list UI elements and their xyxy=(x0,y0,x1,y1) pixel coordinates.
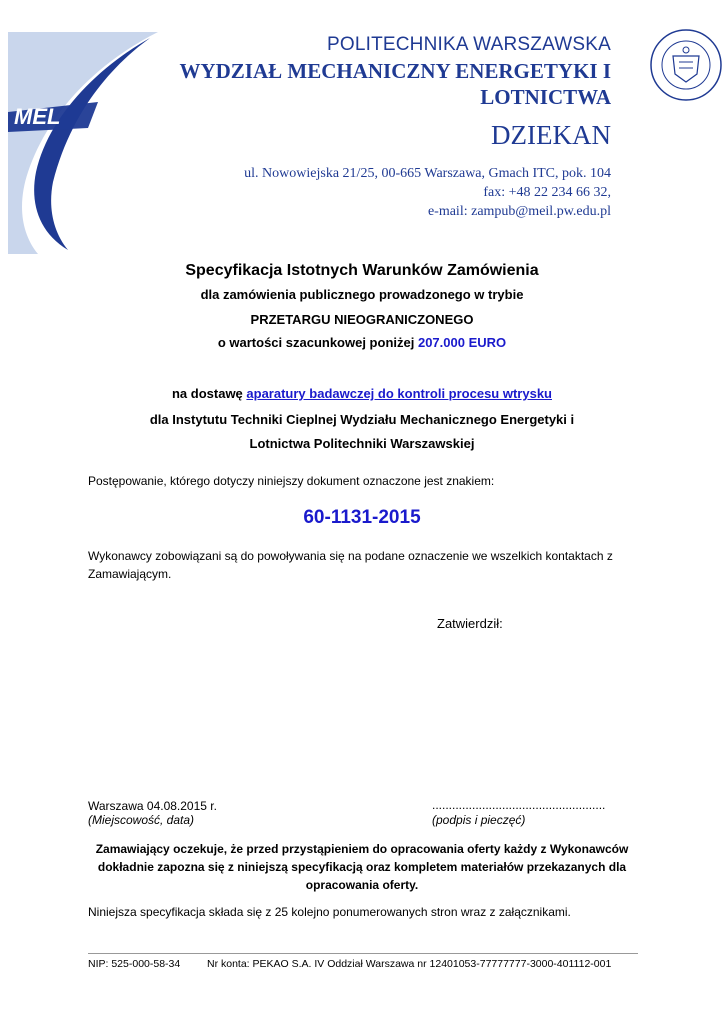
delivery-subject-link[interactable]: aparatury badawczej do kontroli procesu wtrysku xyxy=(246,386,552,401)
notice-line-2: dokładnie zapozna się z niniejszą specyfikacją oraz kompletem materiałów przekazanych dla xyxy=(97,860,627,874)
procedure-note-line-1: Wykonawcy zobowiązani są do powoływania się na podane oznaczenie we wszelkich kontaktach z xyxy=(88,549,613,563)
spec-procedure: PRZETARGU NIEOGRANICZONEGO xyxy=(250,312,474,327)
procedure-note xyxy=(88,547,648,583)
faculty-line-1: WYDZIAŁ MECHANICZNY ENERGETYKI I xyxy=(179,59,611,83)
signature-line: .................................................... xyxy=(432,798,606,812)
procedure-number: 60-1131-2015 xyxy=(303,507,421,528)
delivery-line xyxy=(0,386,724,401)
place-date: Warszawa 04.08.2015 r. xyxy=(88,799,217,813)
place-date-caption: (Miejscowość, data) xyxy=(88,813,195,827)
notice-line-3: opracowania oferty. xyxy=(305,878,419,892)
signature-caption: (podpis i pieczęć) xyxy=(432,813,526,827)
spec-value-line xyxy=(0,335,724,350)
faculty-line-2: LOTNICTWA xyxy=(480,85,611,109)
spec-title: Specyfikacja Istotnych Warunków Zamówienia xyxy=(185,262,539,279)
page-count-note: Niniejsza specyfikacja składa się z 25 kolejno ponumerowanych stron wraz z załącznikami. xyxy=(88,905,571,919)
footer-divider xyxy=(88,953,638,954)
procedure-note-line-2: Zamawiającym. xyxy=(88,567,172,581)
spec-value-prefix: o wartości szacunkowej poniżej xyxy=(217,335,415,350)
notice-block xyxy=(0,840,724,894)
university-name: POLITECHNIKA WARSZAWSKA xyxy=(326,34,611,55)
spec-mode: dla zamówienia publicznego prowadzonego w trybie xyxy=(200,287,524,302)
procedure-intro: Postępowanie, którego dotyczy niniejszy dokument oznaczone jest znakiem: xyxy=(88,474,495,488)
recipient-line-1: dla Instytutu Techniki Cieplnej Wydziału Mechanicznego Energetyki i xyxy=(149,412,575,427)
logo-text: MEL xyxy=(14,104,61,129)
spec-value: 207.000 EURO xyxy=(417,335,507,350)
email: e-mail: zampub@meil.pw.edu.pl xyxy=(427,204,611,219)
notice-line-1: Zamawiający oczekuje, że przed przystąpieniem do opracowania oferty każdy z Wykonawców xyxy=(95,842,629,856)
address: ul. Nowowiejska 21/25, 00-665 Warszawa, Gmach ITC, pok. 104 xyxy=(244,166,611,181)
fax: fax: +48 22 234 66 32, xyxy=(483,185,611,200)
contact-block xyxy=(191,164,611,221)
university-seal-icon xyxy=(649,28,723,102)
delivery-prefix: na dostawę xyxy=(171,386,243,401)
recipient-line-2: Lotnictwa Politechniki Warszawskiej xyxy=(249,436,475,451)
approved-label: Zatwierdził: xyxy=(437,616,503,631)
footer-nip: NIP: 525-000-58-34 xyxy=(88,958,181,970)
footer-account: Nr konta: PEKAO S.A. IV Oddział Warszawa nr 12401053-77777777-3000-401112-001 xyxy=(207,958,612,970)
dean-title: DZIEKAN xyxy=(491,120,611,150)
faculty-name xyxy=(111,58,611,110)
